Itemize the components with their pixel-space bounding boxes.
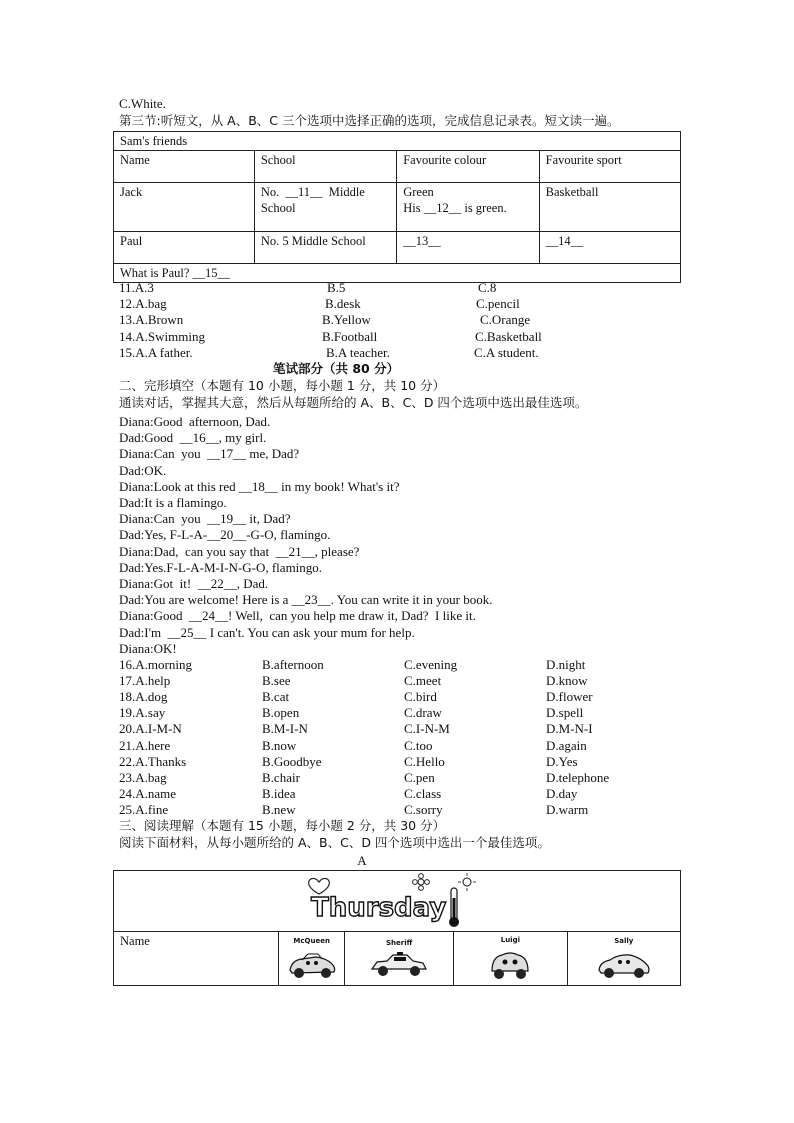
option: C.Orange	[480, 312, 531, 327]
cloze-option: B.Goodbye	[262, 753, 322, 769]
school-line-1: No. __11__ Middle	[260, 185, 365, 199]
car-cell-mcqueen	[279, 932, 345, 986]
car-name: McQueen	[293, 937, 330, 945]
car-sheriff-image	[369, 952, 429, 978]
cloze-option: 22.A.Thanks	[119, 753, 187, 769]
car-sally-image	[596, 950, 652, 980]
header-colour: Favourite colour	[397, 151, 539, 183]
dialogue-line: Dad:It is a flamingo.	[119, 495, 227, 510]
cloze-option: 24.A.name	[119, 785, 177, 801]
cloze-option: B.M-I-N	[262, 721, 308, 737]
cloze-option: C.class	[404, 785, 442, 801]
banner-cell	[114, 871, 681, 932]
cloze-option: 20.A.I-M-N	[119, 721, 182, 737]
cloze-option: C.meet	[404, 673, 442, 689]
dialogue-line: Diana:Got it! __22__, Dad.	[119, 576, 269, 591]
car-name: Sheriff	[385, 939, 413, 947]
dialogue-line: Dad:You are welcome! Here is a __23__. You can write it in your book.	[119, 592, 493, 608]
dialogue-line: Diana:Dad, can you say that __21__, please?	[119, 543, 360, 559]
cloze-option: D.Yes	[546, 753, 578, 769]
option: 14.A.Swimming	[119, 329, 205, 344]
cell-name: Paul	[114, 232, 255, 264]
option: 13.A.Brown	[119, 312, 184, 327]
dialogue-line: Diana:Good afternoon, Dad.	[119, 414, 271, 429]
dialogue-line: Diana:Good __24__! Well, can you help me draw it, Dad? I like it.	[119, 608, 476, 624]
option: B.Football	[322, 329, 378, 344]
cloze-option: B.afternoon	[262, 657, 324, 672]
passage-label: A	[357, 853, 367, 868]
cloze-option: 17.A.help	[119, 673, 171, 689]
option: B.5	[327, 280, 346, 295]
section-3-listening-heading: 第三节:听短文，从 A、B、C 三个选项中选择正确的选项，完成信息记录表。短文读一遍。	[119, 113, 620, 128]
cloze-option: 18.A.dog	[119, 689, 168, 705]
cloze-option: 21.A.here	[119, 737, 171, 753]
banner-word: Thursday	[311, 893, 447, 923]
car-cell-sheriff	[345, 932, 454, 986]
cell-sport: Basketball	[539, 183, 680, 232]
section-2-cloze-heading: 二、完形填空（本题有 10 小题，每小题 1 分，共 10 分）	[119, 378, 446, 393]
car-cell-luigi	[454, 932, 567, 986]
cloze-option: D.spell	[546, 705, 584, 721]
cloze-option: C.bird	[404, 689, 437, 705]
thursday-banner-image	[297, 872, 497, 930]
option: 11.A.3	[119, 280, 154, 295]
cloze-option: D.M-N-I	[546, 721, 593, 737]
table-row	[114, 232, 681, 264]
header-school: School	[254, 151, 396, 183]
cloze-option: C.I-N-M	[404, 721, 450, 737]
cell-colour	[397, 183, 539, 232]
option: C.A student.	[474, 345, 539, 360]
cloze-option: B.open	[262, 705, 300, 721]
header-name: Name	[114, 151, 255, 183]
cloze-option: D.know	[546, 673, 588, 689]
option: B.Yellow	[322, 312, 371, 327]
cloze-option: B.idea	[262, 785, 296, 801]
cloze-option: 16.A.morning	[119, 657, 192, 672]
option: 15.A.A father.	[119, 345, 193, 360]
colour-line-2: His __12__ is green.	[403, 201, 507, 215]
cell-school	[254, 183, 396, 232]
dialogue-line: Diana:Can you __19__ it, Dad?	[119, 511, 291, 527]
table-row	[114, 183, 681, 232]
written-section-heading: 笔试部分（共 80 分）	[273, 361, 400, 376]
option: B.desk	[325, 296, 361, 311]
cloze-option: D.night	[546, 657, 586, 672]
cloze-option: 23.A.bag	[119, 769, 167, 785]
dialogue-line: Diana:Look at this red __18__ in my book! What's it?	[119, 478, 400, 494]
school-line-2: School	[260, 201, 296, 215]
dialogue-line: Dad:OK.	[119, 462, 167, 478]
cloze-option: D.day	[546, 785, 578, 801]
car-mcqueen-image	[286, 950, 338, 980]
table-footer: What is Paul? __15__	[114, 264, 681, 283]
section-3-reading-instruction: 阅读下面材料，从每小题所给的 A、B、C、D 四个选项中选出一个最佳选项。	[119, 835, 550, 850]
section-3-reading-heading: 三、阅读理解（本题有 15 小题，每小题 2 分，共 30 分）	[119, 818, 446, 833]
cloze-option: C.Hello	[404, 753, 445, 769]
thursday-table	[113, 870, 681, 986]
dialogue-line: Dad:Yes.F-L-A-M-I-N-G-O, flamingo.	[119, 559, 323, 575]
dialogue-line: Dad:Yes, F-L-A-__20__-G-O, flamingo.	[119, 527, 331, 543]
section-2-instruction: 通读对话，掌握其大意，然后从每题所给的 A、B、C、D 四个选项中选出最佳选项。	[119, 395, 588, 410]
colour-line-1: Green	[403, 185, 434, 199]
cloze-option: D.warm	[546, 801, 589, 817]
cloze-option: D.flower	[546, 689, 593, 705]
cloze-option: 19.A.say	[119, 705, 166, 721]
cloze-option: B.cat	[262, 689, 290, 705]
cloze-option: C.draw	[404, 705, 442, 721]
option: 12.A.bag	[119, 296, 167, 311]
cell-colour: __13__	[397, 232, 539, 264]
option: C.Basketball	[475, 329, 542, 344]
car-name: Sally	[614, 937, 634, 945]
cloze-option: B.new	[262, 801, 296, 817]
car-name: Luigi	[500, 936, 520, 944]
option: C.pencil	[476, 296, 520, 311]
car-luigi-image	[488, 949, 532, 981]
dialogue-line: Dad:I'm __25__ I can't. You can ask your mum for help.	[119, 624, 415, 640]
cloze-option: C.evening	[404, 657, 458, 672]
cloze-option: D.telephone	[546, 769, 610, 785]
cell-sport: __14__	[539, 232, 680, 264]
name-header: Name	[114, 932, 279, 986]
cloze-option: B.chair	[262, 769, 300, 785]
header-sport: Favourite sport	[539, 151, 680, 183]
dialogue-line: Dad:Good __16__, my girl.	[119, 430, 267, 446]
cloze-option: B.now	[262, 737, 297, 753]
cloze-option: 25.A.fine	[119, 801, 169, 817]
option-c-white: C.White.	[119, 96, 166, 111]
option: B.A teacher.	[326, 345, 390, 360]
car-cell-sally	[567, 932, 680, 986]
option: C.8	[478, 280, 497, 295]
sams-friends-table	[113, 131, 681, 283]
cloze-option: C.pen	[404, 769, 435, 785]
cell-school: No. 5 Middle School	[254, 232, 396, 264]
cloze-option: C.sorry	[404, 801, 443, 817]
cloze-option: B.see	[262, 673, 291, 689]
cell-name: Jack	[114, 183, 255, 232]
dialogue-line: Diana:OK!	[119, 640, 177, 656]
table-title: Sam's friends	[114, 132, 681, 151]
cloze-option: D.again	[546, 737, 587, 753]
dialogue-line: Diana:Can you __17__ me, Dad?	[119, 446, 300, 462]
cloze-option: C.too	[404, 737, 433, 753]
